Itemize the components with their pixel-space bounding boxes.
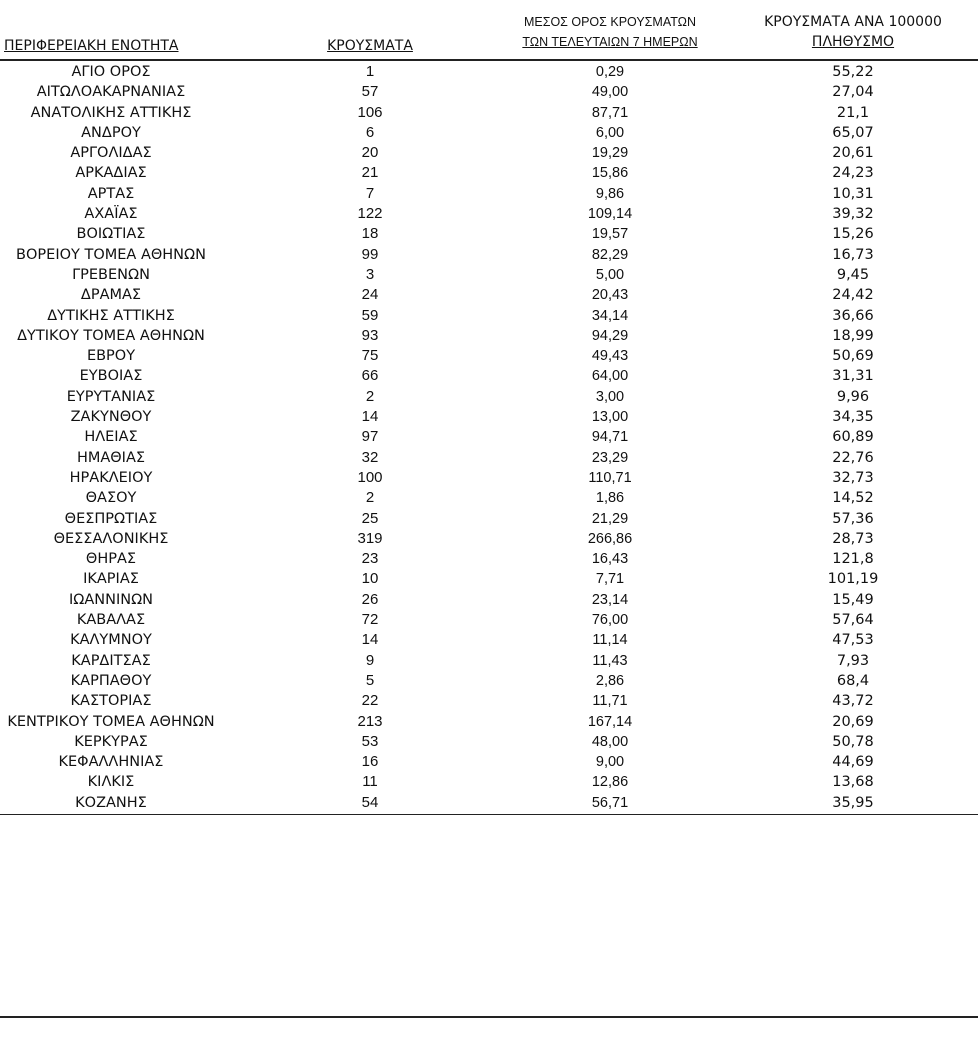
- table-row: [0, 630, 978, 650]
- cell-region: ΙΩΑΝΝΙΝΩΝ: [68, 591, 154, 608]
- cell-avg-7-days: 167,14: [587, 713, 633, 730]
- cell-cases: 319: [357, 529, 383, 547]
- cell-cases: 97: [361, 428, 379, 446]
- cell-avg-7-days: 34,14: [591, 307, 629, 324]
- cell-per-100000: 20,69: [832, 713, 874, 730]
- cell-region: ΘΕΣΣΑΛΟΝΙΚΗΣ: [53, 530, 169, 547]
- cell-per-100000: 24,23: [832, 165, 874, 182]
- cell-cases: 26: [361, 590, 379, 608]
- cell-avg-7-days: 9,86: [595, 185, 625, 202]
- table-body: [0, 62, 978, 813]
- cell-region: ΔΥΤΙΚΗΣ ΑΤΤΙΚΗΣ: [47, 307, 175, 324]
- table-row: [0, 509, 978, 529]
- cell-per-100000: 15,26: [832, 226, 874, 243]
- cell-per-100000: 9,96: [836, 388, 870, 405]
- cell-avg-7-days: 82,29: [591, 246, 629, 263]
- cell-cases: 72: [361, 611, 379, 629]
- table-row: [0, 712, 978, 732]
- cell-avg-7-days: 94,29: [591, 327, 629, 344]
- header-region: ΠΕΡΙΦΕΡΕΙΑΚΗ ΕΝΟΤΗΤΑ: [4, 38, 179, 54]
- cell-per-100000: 28,73: [832, 530, 874, 547]
- cell-per-100000: 16,73: [832, 246, 874, 263]
- cell-region: ΗΡΑΚΛΕΙΟΥ: [69, 469, 153, 486]
- cell-region: ΚΑΣΤΟΡΙΑΣ: [70, 693, 152, 710]
- cell-cases: 14: [361, 631, 379, 649]
- cell-avg-7-days: 21,29: [591, 510, 629, 527]
- table-row: [0, 204, 978, 224]
- cell-region: ΘΕΣΠΡΩΤΙΑΣ: [64, 510, 158, 527]
- cell-per-100000: 27,04: [832, 84, 874, 101]
- cell-cases: 75: [361, 347, 379, 365]
- table-row: [0, 245, 978, 265]
- cell-per-100000: 31,31: [832, 368, 874, 385]
- cell-cases: 54: [361, 793, 379, 811]
- cell-per-100000: 101,19: [827, 571, 879, 588]
- cell-region: ΒΟΙΩΤΙΑΣ: [76, 226, 146, 243]
- cell-per-100000: 50,69: [832, 348, 874, 365]
- cell-region: ΚΕΦΑΛΛΗΝΙΑΣ: [58, 754, 164, 771]
- cell-cases: 21: [361, 164, 379, 182]
- cell-avg-7-days: 110,71: [588, 469, 632, 486]
- cell-avg-7-days: 3,00: [595, 388, 625, 405]
- cell-region: ΚΑΛΥΜΝΟΥ: [70, 632, 152, 649]
- cell-per-100000: 32,73: [832, 469, 874, 486]
- table-bottom-rule: [0, 814, 978, 815]
- cell-cases: 100: [357, 468, 383, 486]
- table-row: [0, 306, 978, 326]
- cell-cases: 99: [361, 245, 379, 263]
- cell-per-100000: 39,32: [832, 206, 874, 223]
- table-row: [0, 468, 978, 488]
- cell-region: ΒΟΡΕΙΟΥ ΤΟΜΕΑ ΑΘΗΝΩΝ: [16, 246, 206, 263]
- cell-cases: 14: [361, 408, 379, 426]
- cell-avg-7-days: 48,00: [591, 733, 629, 750]
- cell-region: ΖΑΚΥΝΘΟΥ: [70, 409, 152, 426]
- cell-avg-7-days: 1,86: [595, 490, 625, 507]
- cell-per-100000: 13,68: [832, 774, 874, 791]
- cell-avg-7-days: 19,29: [591, 145, 629, 162]
- table-row: [0, 590, 978, 610]
- cell-cases: 10: [361, 570, 379, 588]
- cell-region: ΙΚΑΡΙΑΣ: [83, 571, 139, 588]
- cell-cases: 16: [361, 753, 379, 771]
- table-row: [0, 366, 978, 386]
- cell-cases: 93: [361, 326, 379, 344]
- cell-region: ΕΒΡΟΥ: [86, 348, 136, 365]
- cell-cases: 6: [365, 123, 375, 141]
- cell-avg-7-days: 5,00: [595, 266, 625, 283]
- cell-region: ΚΕΝΤΡΙΚΟΥ ΤΟΜΕΑ ΑΘΗΝΩΝ: [7, 713, 215, 730]
- cell-region: ΕΥΡΥΤΑΝΙΑΣ: [66, 388, 156, 405]
- header-cases: ΚΡΟΥΣΜΑΤΑ: [327, 38, 413, 54]
- table-row: [0, 529, 978, 549]
- cell-region: ΚΑΡΠΑΘΟΥ: [70, 672, 152, 689]
- cell-avg-7-days: 20,43: [591, 287, 629, 304]
- cell-cases: 25: [361, 509, 379, 527]
- header-rule: [0, 59, 978, 61]
- cell-region: ΘΗΡΑΣ: [85, 551, 137, 568]
- cell-cases: 11: [362, 773, 378, 791]
- table-row: [0, 326, 978, 346]
- cell-region: ΔΡΑΜΑΣ: [80, 287, 142, 304]
- cell-cases: 2: [365, 387, 375, 405]
- cell-per-100000: 57,36: [832, 510, 874, 527]
- cell-avg-7-days: 12,86: [591, 774, 629, 791]
- cell-avg-7-days: 19,57: [591, 226, 629, 243]
- cell-avg-7-days: 11,71: [592, 693, 628, 710]
- cell-cases: 5: [365, 671, 375, 689]
- table-row: [0, 772, 978, 792]
- footer-rule: [0, 1016, 978, 1018]
- cell-per-100000: 21,1: [836, 104, 870, 121]
- cell-cases: 20: [361, 144, 379, 162]
- cell-cases: 213: [357, 712, 383, 730]
- cell-avg-7-days: 2,86: [595, 672, 625, 689]
- cell-per-100000: 24,42: [832, 287, 874, 304]
- cell-region: ΗΜΑΘΙΑΣ: [76, 449, 146, 466]
- cell-region: ΔΥΤΙΚΟΥ ΤΟΜΕΑ ΑΘΗΝΩΝ: [17, 327, 205, 344]
- cell-avg-7-days: 109,14: [587, 206, 633, 223]
- cell-cases: 9: [365, 651, 375, 669]
- cell-cases: 2: [365, 489, 375, 507]
- cell-avg-7-days: 11,43: [592, 652, 628, 669]
- table-row: [0, 184, 978, 204]
- cell-cases: 23: [361, 550, 379, 568]
- cell-avg-7-days: 6,00: [595, 124, 625, 141]
- cell-per-100000: 9,45: [836, 266, 870, 283]
- cell-region: ΚΑΡΔΙΤΣΑΣ: [71, 652, 151, 669]
- table-row: [0, 488, 978, 508]
- cell-per-100000: 55,22: [832, 64, 874, 80]
- cell-avg-7-days: 266,86: [587, 530, 633, 547]
- cell-per-100000: 14,52: [832, 490, 874, 507]
- cell-avg-7-days: 9,00: [595, 754, 625, 771]
- cell-avg-7-days: 87,71: [591, 104, 629, 121]
- cell-per-100000: 60,89: [832, 429, 874, 446]
- cell-avg-7-days: 23,14: [591, 591, 629, 608]
- cell-region: ΑΙΤΩΛΟΑΚΑΡΝΑΝΙΑΣ: [36, 84, 186, 101]
- cell-cases: 106: [357, 103, 383, 121]
- cell-avg-7-days: 56,71: [591, 794, 629, 811]
- cell-per-100000: 65,07: [832, 124, 874, 141]
- table-row: [0, 793, 978, 813]
- table-row: [0, 82, 978, 102]
- header-avg-7-days: [498, 12, 722, 52]
- table-row: [0, 732, 978, 752]
- header-per-100000: [728, 12, 978, 52]
- table-row: [0, 163, 978, 183]
- cell-avg-7-days: 49,43: [591, 348, 629, 365]
- cell-cases: 7: [365, 184, 375, 202]
- cell-per-100000: 15,49: [832, 591, 874, 608]
- cell-per-100000: 43,72: [832, 693, 874, 710]
- cell-per-100000: 121,8: [832, 551, 874, 568]
- cell-cases: 32: [361, 448, 379, 466]
- cell-region: ΑΧΑΪΑΣ: [84, 206, 138, 223]
- cell-region: ΚΕΡΚΥΡΑΣ: [74, 733, 148, 750]
- cell-cases: 22: [361, 692, 379, 710]
- table-row: [0, 103, 978, 123]
- cell-per-100000: 50,78: [832, 733, 874, 750]
- table-row: [0, 651, 978, 671]
- cell-cases: 57: [361, 83, 379, 101]
- cell-cases: 66: [361, 367, 379, 385]
- cell-cases: 18: [361, 225, 379, 243]
- cell-avg-7-days: 94,71: [591, 429, 629, 446]
- cell-per-100000: 20,61: [832, 145, 874, 162]
- cell-per-100000: 22,76: [832, 449, 874, 466]
- cell-per-100000: 7,93: [836, 652, 870, 669]
- cell-avg-7-days: 15,86: [591, 165, 629, 182]
- cell-avg-7-days: 16,43: [591, 551, 629, 568]
- table-row: [0, 285, 978, 305]
- cell-region: ΓΡΕΒΕΝΩΝ: [72, 266, 150, 283]
- header-per-line1: ΚΡΟΥΣΜΑΤΑ ΑΝΑ 100000: [764, 14, 942, 30]
- cell-avg-7-days: 0,29: [595, 64, 625, 80]
- cell-region: ΘΑΣΟΥ: [85, 490, 137, 507]
- table-row: [0, 143, 978, 163]
- cell-cases: 122: [357, 205, 383, 223]
- table-row: [0, 427, 978, 447]
- cell-avg-7-days: 13,00: [591, 409, 629, 426]
- table-row: [0, 691, 978, 711]
- table-row: [0, 62, 978, 82]
- cell-per-100000: 34,35: [832, 409, 874, 426]
- cell-region: ΚΟΖΑΝΗΣ: [75, 794, 147, 811]
- cell-avg-7-days: 23,29: [591, 449, 629, 466]
- cell-avg-7-days: 76,00: [591, 612, 629, 629]
- cell-region: ΑΡΚΑΔΙΑΣ: [75, 165, 147, 182]
- cell-region: ΚΑΒΑΛΑΣ: [76, 612, 146, 629]
- table-row: [0, 265, 978, 285]
- cell-cases: 24: [361, 286, 379, 304]
- cell-avg-7-days: 7,71: [595, 571, 625, 588]
- cell-per-100000: 10,31: [832, 185, 874, 202]
- table-row: [0, 671, 978, 691]
- cell-per-100000: 36,66: [832, 307, 874, 324]
- cell-cases: 1: [365, 63, 375, 80]
- cell-cases: 3: [365, 265, 375, 283]
- cell-region: ΚΙΛΚΙΣ: [87, 774, 135, 791]
- cell-per-100000: 18,99: [832, 327, 874, 344]
- cell-region: ΑΝΔΡΟΥ: [81, 124, 141, 141]
- cell-cases: 59: [361, 306, 379, 324]
- cell-per-100000: 68,4: [836, 672, 870, 689]
- cell-region: ΕΥΒΟΙΑΣ: [79, 368, 143, 385]
- table-row: [0, 224, 978, 244]
- cell-per-100000: 57,64: [832, 612, 874, 629]
- table-row: [0, 448, 978, 468]
- table-row: [0, 752, 978, 772]
- table-row: [0, 387, 978, 407]
- cell-avg-7-days: 49,00: [591, 84, 629, 101]
- cell-region: ΑΡΤΑΣ: [87, 185, 135, 202]
- cell-avg-7-days: 64,00: [591, 368, 629, 385]
- cell-region: ΑΓΙΟ ΟΡΟΣ: [71, 64, 151, 80]
- cell-region: ΑΡΓΟΛΙΔΑΣ: [70, 145, 152, 162]
- table-row: [0, 123, 978, 143]
- cell-per-100000: 44,69: [832, 754, 874, 771]
- cell-avg-7-days: 11,14: [592, 632, 628, 649]
- table-row: [0, 549, 978, 569]
- cell-per-100000: 35,95: [832, 794, 874, 811]
- cell-region: ΗΛΕΙΑΣ: [84, 429, 138, 446]
- cell-region: ΑΝΑΤΟΛΙΚΗΣ ΑΤΤΙΚΗΣ: [30, 104, 192, 121]
- table-row: [0, 346, 978, 366]
- cell-cases: 53: [361, 732, 379, 750]
- header-avg-line2: ΤΩΝ ΤΕΛΕΥΤΑΙΩΝ 7 ΗΜΕΡΩΝ: [522, 35, 698, 49]
- table-row: [0, 407, 978, 427]
- table-row: [0, 610, 978, 630]
- header-per-line2: ΠΛΗΘΥΣΜΟ: [811, 34, 895, 50]
- header-avg-line1: ΜΕΣΟΣ ΟΡΟΣ ΚΡΟΥΣΜΑΤΩΝ: [523, 15, 697, 29]
- cell-per-100000: 47,53: [832, 632, 874, 649]
- table-row: [0, 569, 978, 589]
